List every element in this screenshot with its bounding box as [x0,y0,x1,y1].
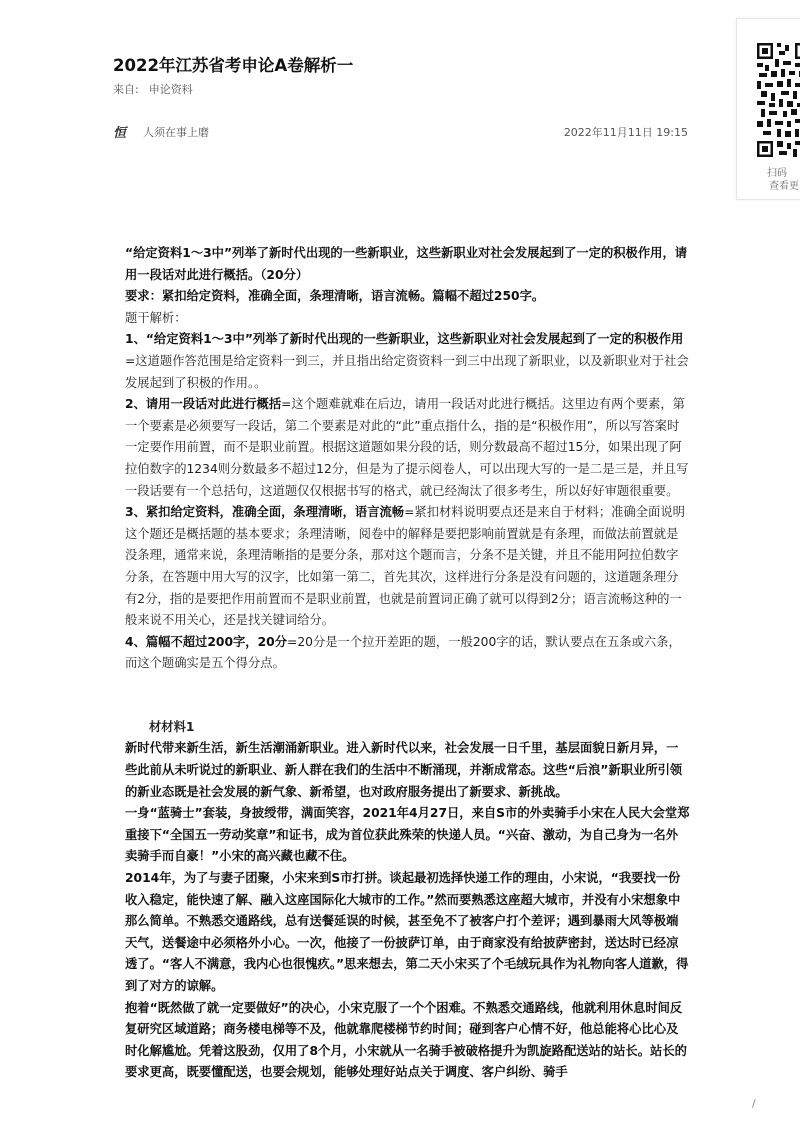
analysis-item-text: =20分是一个拉开差距的题，一般200字的话，默认要点在五条或六条，而这个题确实是五个得分点。 [125,634,681,671]
analysis-item [125,502,690,632]
analysis-item-heading: 2、请用一段话对此进行概括 [125,397,282,412]
material-paragraph: 抱着“既然做了就一定要做好”的决心，小宋克服了一个个困难。不熟悉交通路线，他就利用休息时间反复研究区域道路；商务楼电梯等不及，他就靠爬楼梯节约时间；碰到客户心情不好，他总能将心比心及时化解尴尬。凭着这股劲，仅用了8个月，小宋就从一名骑手被破格提升为凯旋路配送站的站长。站长的要求更高，既要懂配送，也要会规划，能够处理好站点关于调度、客户纠纷、骑手 [125,1000,687,1080]
author-row [113,122,688,140]
question-requirement: 要求：紧扣给定资料，准确全面，条理清晰，语言流畅。篇幅不超过250字。 [125,289,545,304]
article-header [113,54,693,78]
material-title: 材材料1 [149,719,195,734]
qr-code-icon [755,41,800,161]
qr-panel[interactable] [736,18,800,200]
qr-hint-line1: 扫码 [767,168,787,179]
analysis-item [125,329,690,394]
analysis-item-heading: 3、紧扣给定资料，准确全面，条理清晰，语言流畅 [125,505,405,520]
author-avatar-icon[interactable]: 恒 [113,126,127,141]
analysis-item [125,394,690,502]
analysis-item-text: =这个题难就难在后边，请用一段话对此进行概括。这里边有两个要素，第一个要素是必须要写一段话，第二个要素是对此的“此”重点指什么，指的是“积极作用”，所以写答案时一定要作用前置，而不是职业前置。根据这道题如果分段的话，则分数最高不超过15分，如果出现了阿拉伯数字的1234则分数最多不超过12分，但是为了提示阅卷人，可以出现大写的一是二是三是，并且写一段话要有一个总括句，这道题仅仅根据书写的格式，就已经淘汰了很多考生，所以好好审题很重要。 [125,397,689,498]
page-corner-mark: / [752,1097,756,1110]
analysis-item [125,632,690,675]
article-title: 2022年江苏省考申论A卷解析一 [113,56,354,75]
analysis-item-heading: 1、“给定资料1～3中”列举了新时代出现的一些新职业，这些新职业对社会发展起到了一定的积极作用 [125,332,684,347]
author-name[interactable]: 人须在事上磨 [143,126,209,139]
material-paragraph: 一身“蓝骑士”套装，身披绶带，满面笑容，2021年4月27日，来自S市的外卖骑手小宋在人民大会堂郑重接下“全国五一劳动奖章”和证书，成为首位获此殊荣的快递人员。“兴奋、激动，为自己身为一名外卖骑手而自豪！”小宋的高兴藏也藏不住。 [125,806,690,864]
source-label: 来自: [113,83,139,96]
material-paragraph: 2014年，为了与妻子团聚，小宋来到S市打拼。谈起最初选择快递工作的理由，小宋说，“我要找一份收入稳定，能快速了解、融入这座国际化大城市的工作。”然而要熟悉这座超大城市，并没有小宋想象中那么简单。不熟悉交通路线，总有送餐延误的时候，甚至免不了被客户打个差评；遇到暴雨大风等极端天气，送餐途中必须格外小心。一次，他接了一份披萨订单，由于商家没有给披萨密封，送达时已经凉透了。“客人不满意，我内心也很愧疚。”思来想去，第二天小宋买了个毛绒玩具作为礼物向客人道歉，得到了对方的谅解。 [125,871,689,993]
material-paragraph: 新时代带来新生活，新生活潮涌新职业。进入新时代以来，社会发展一日千里，基层面貌日新月异，一些此前从未听说过的新职业、新人群在我们的生活中不断涌现，并渐成常态。这些“后浪”新职业所引领的新业态既是社会发展的新气象、新希望，也对政府服务提出了新要求、新挑战。 [125,741,683,799]
article-body [125,243,690,1084]
section-spacer [125,675,690,717]
analysis-label: 题干解析： [125,310,187,325]
qr-hint-line2: 查看更 [769,181,799,192]
analysis-item-heading: 4、篇幅不超过200字，20分 [125,634,288,649]
article-source [113,81,193,97]
source-name-link[interactable]: 申论资料 [148,83,193,96]
publish-timestamp: 2022年11月11日 19:15 [563,126,688,139]
analysis-item-text: =紧扣材料说明要点还是来自于材料；准确全面说明这个题还是概括题的基本要求；条理清晰，阅卷中的解释是要把影响前置就是有条理，而做法前置就是没条理，通常来说，条理清晰指的是要分条，那对这个题而言，分条不是关键，并且不能用阿拉伯数字分条，在答题中用大写的汉字，比如第一第二，首先其次，这样进行分条是没有问题的，这道题条理分有2分，指的是要把作用前置而不是职业前置，也就是前置词正确了就可以得到2分；语言流畅这种的一般来说不用关心，还是找关键词给分。 [125,505,685,628]
question-prompt: “给定资料1～3中”列举了新时代出现的一些新职业，这些新职业对社会发展起到了一定的积极作用，请用一段话对此进行概括。（20分） [125,246,688,282]
analysis-item-text: =这道题作答范围是给定资料一到三，并且指出给定资资料一到三中出现了新职业，以及新职业对于社会发展起到了积极的作用。。 [125,353,689,390]
